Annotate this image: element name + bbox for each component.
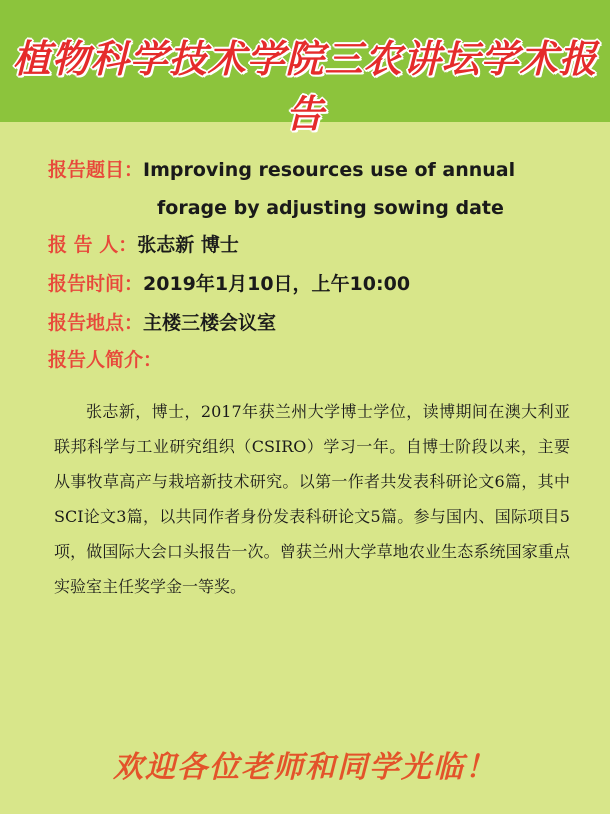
report-title-label: 报告题目： <box>48 159 144 181</box>
place-row <box>48 309 276 337</box>
speaker-bio: 张志新，博士，2017年获兰州大学博士学位，读博期间在澳大利亚联邦科学与工业研究组织（CSIRO）学习一年。自博士阶段以来，主要从事牧草高产与栽培新技术研究。以第一作者共发表科研论文6篇，其中SCI论文3篇，以共同作者身份发表科研论文5篇。参与国内、国际项目5项，做国际大会口头报告一次。曾获兰州大学草地农业生态系统国家重点实验室主任奖学金一等奖。 <box>54 402 570 596</box>
intro-label: 报告人简介： <box>48 349 163 371</box>
report-title-line2: forage by adjusting sowing date <box>157 197 504 219</box>
welcome-message: 欢迎各位老师和同学光临！ <box>113 750 497 785</box>
time-row <box>48 270 410 298</box>
page-title: 植物科学技术学院三农讲坛学术报告 <box>12 36 598 136</box>
speaker-label: 报 告 人： <box>48 234 138 256</box>
report-title-line1: Improving resources use of annual <box>143 159 516 181</box>
speaker-row <box>48 231 239 259</box>
speaker-name: 张志新 博士 <box>137 234 239 256</box>
time-value: 2019年1月10日，上午10:00 <box>143 273 411 295</box>
time-label: 报告时间： <box>48 273 144 295</box>
report-title-row <box>48 156 515 184</box>
place-value: 主楼三楼会议室 <box>143 312 277 334</box>
place-label: 报告地点： <box>48 312 144 334</box>
intro-heading-row <box>48 346 162 374</box>
